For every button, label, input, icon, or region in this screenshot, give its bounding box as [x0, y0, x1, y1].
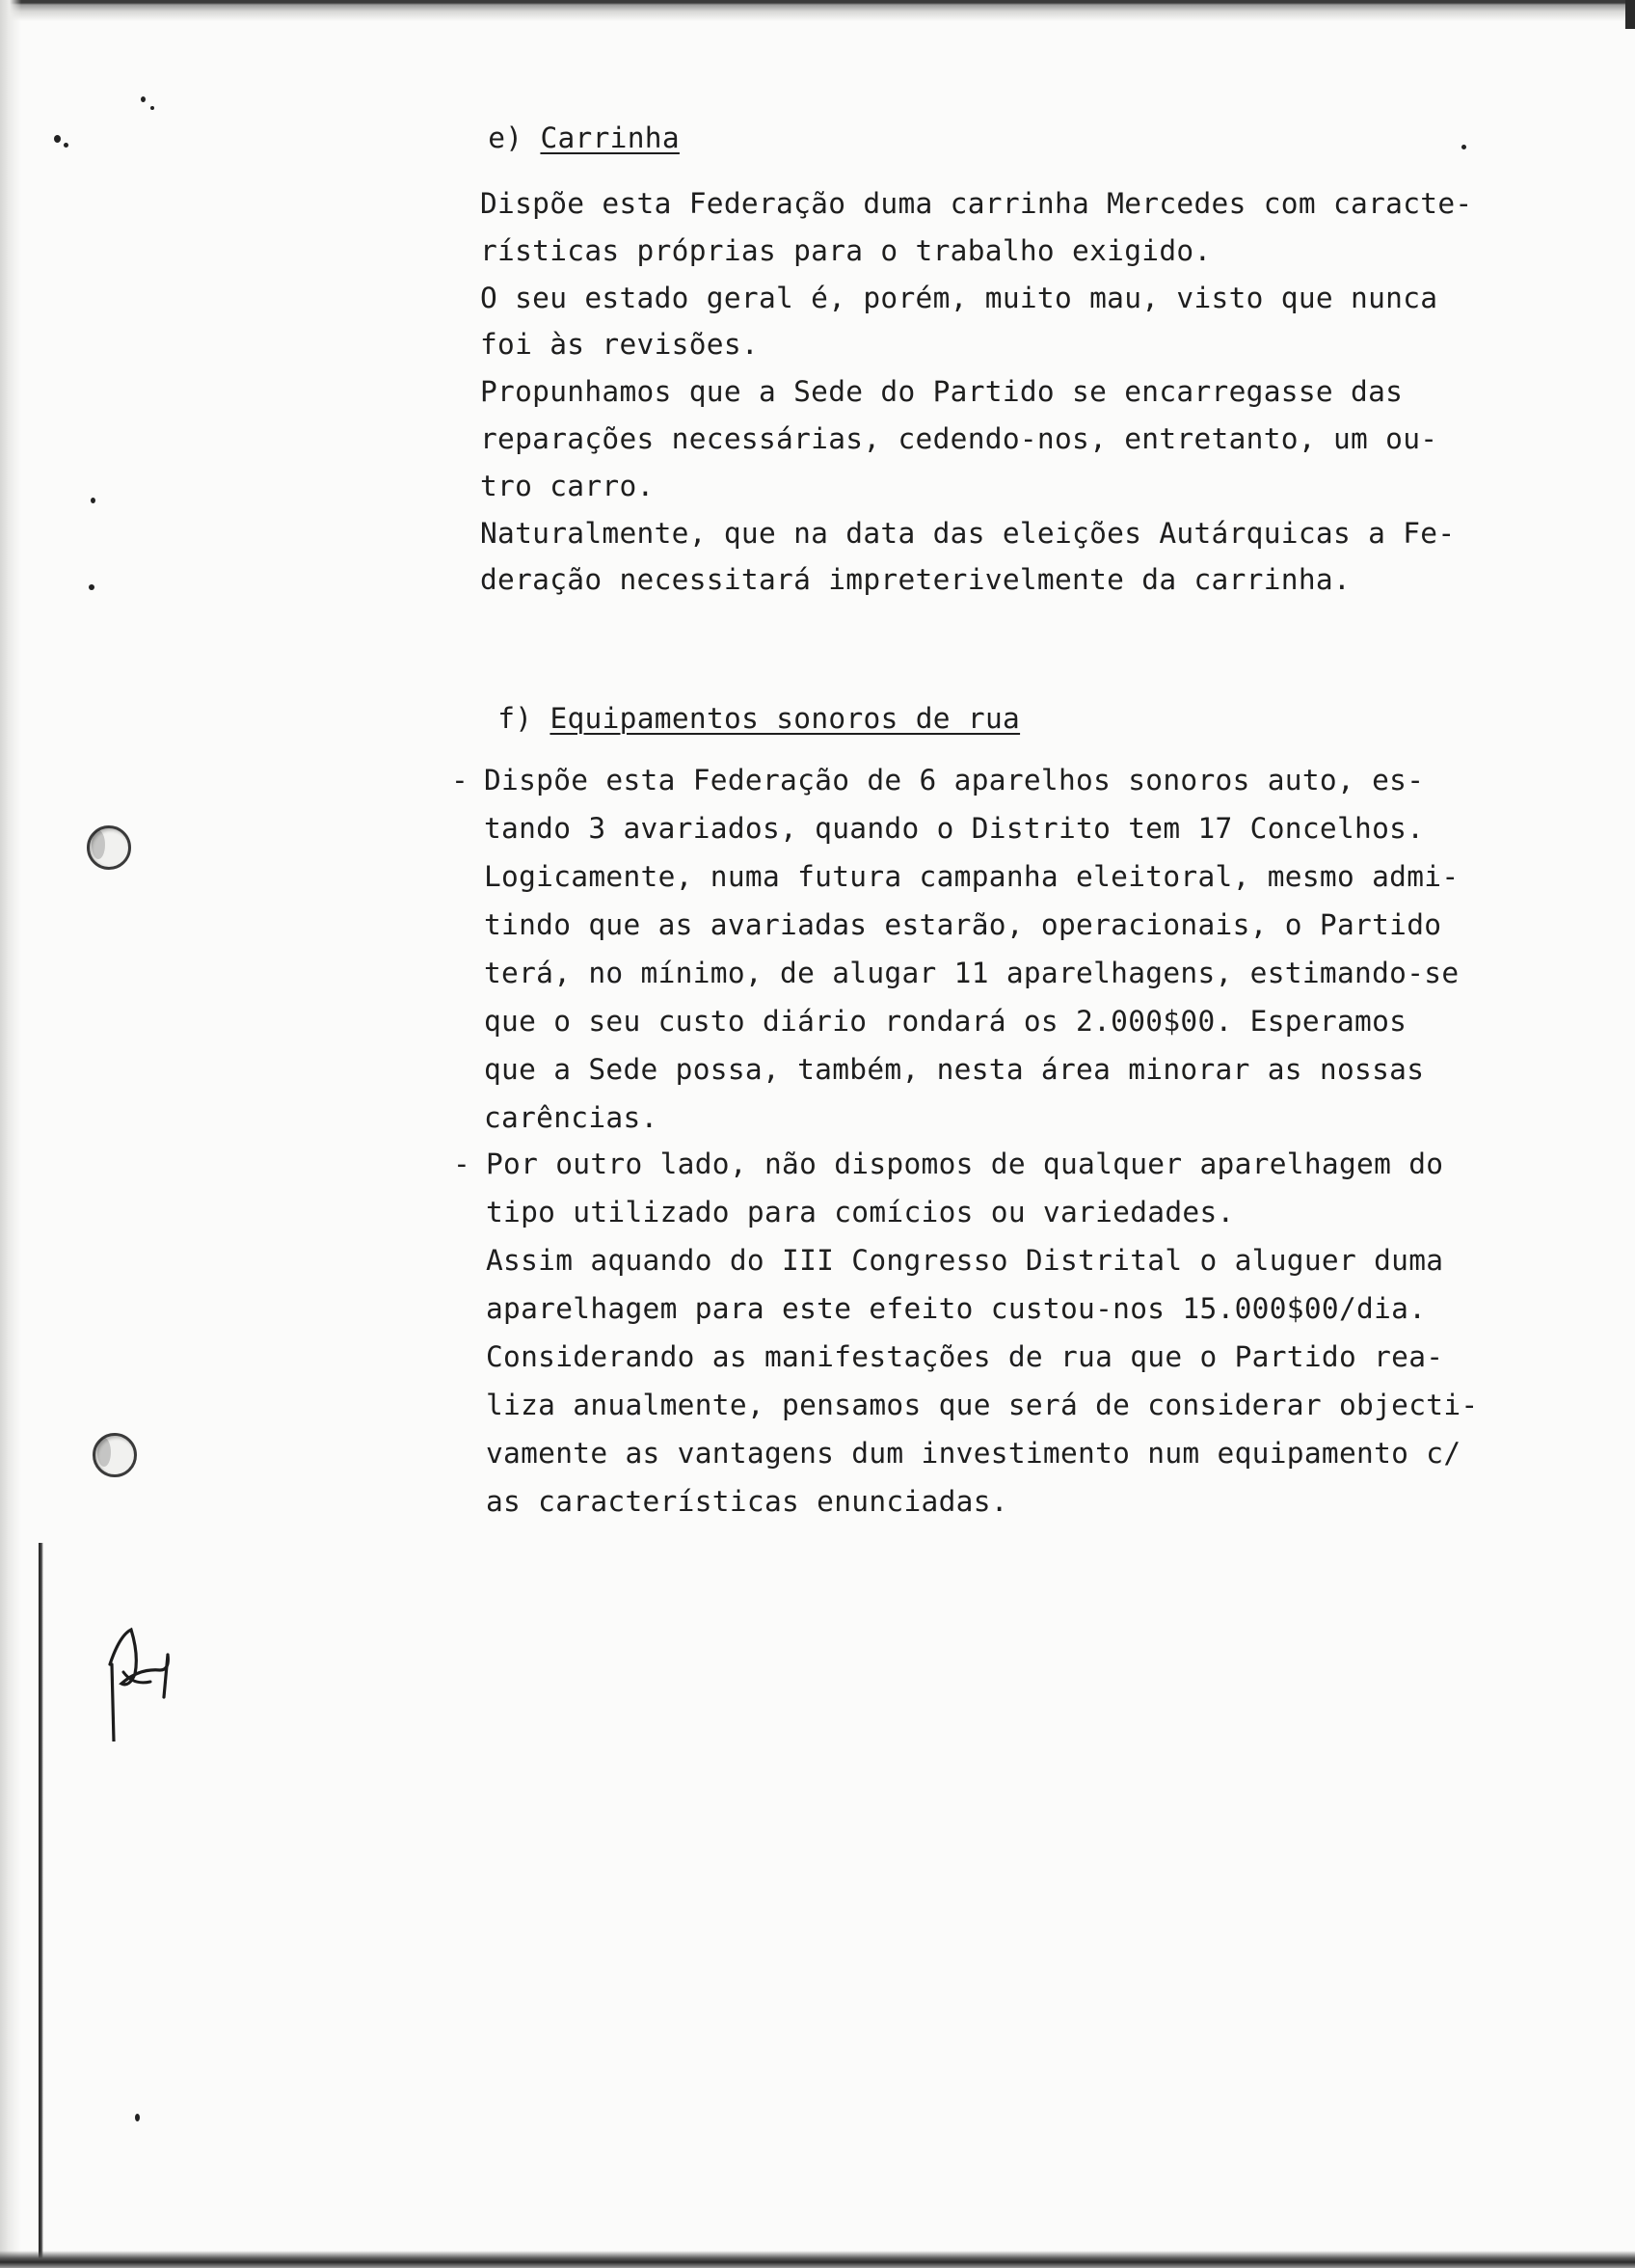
speck — [89, 584, 94, 590]
text-line: Considerando as manifestações de rua que o Partido rea- — [486, 1340, 1444, 1373]
text-line: reparações necessárias, cedendo-nos, entretanto, um ou- — [480, 422, 1438, 455]
speck — [135, 2114, 140, 2121]
text-line: carências. — [484, 1101, 658, 1134]
text-line: tro carro. — [480, 470, 655, 502]
speck — [91, 498, 95, 503]
section-f-item-2 — [486, 1148, 1604, 1518]
speck — [64, 143, 68, 148]
text-line: as características enunciadas. — [486, 1485, 1008, 1518]
text-line: que a Sede possa, também, nesta área minorar as nossas — [484, 1053, 1425, 1086]
text-line: terá, no mínimo, de alugar 11 aparelhagens, estimando-se — [484, 957, 1460, 989]
text-line: deração necessitará impreterivelmente da carrinha. — [480, 563, 1352, 596]
section-e-title: Carrinha — [540, 122, 680, 154]
page-corner-mark — [1625, 0, 1635, 29]
speck — [1461, 145, 1466, 149]
section-f-title: Equipamentos sonoros de rua — [549, 702, 1021, 735]
text-line: aparelhagem para este efeito custou-nos 15.000$00/dia. — [486, 1292, 1427, 1325]
section-f-heading — [428, 669, 1020, 768]
text-line: Naturalmente, que na data das eleições Autárquicas a Fe- — [480, 517, 1456, 550]
page-top-edge — [0, 0, 1635, 21]
section-f-item-1 — [484, 764, 1602, 1134]
text-line: O seu estado geral é, porém, muito mau, visto que nunca — [480, 282, 1438, 314]
page-bottom-edge — [0, 2251, 1635, 2268]
section-e-heading — [418, 89, 680, 187]
text-line: que o seu custo diário rondará os 2.000$00. Esperamos — [484, 1005, 1407, 1038]
text-line: Dispõe esta Federação de 6 aparelhos sonoros auto, es- — [484, 764, 1425, 796]
text-line: tipo utilizado para comícios ou variedades. — [486, 1196, 1235, 1228]
text-line: foi às revisões. — [480, 328, 759, 361]
bullet-dash: - — [451, 764, 469, 796]
bullet-dash: - — [453, 1148, 470, 1180]
speck — [150, 106, 154, 110]
text-line: Logicamente, numa futura campanha eleitoral, mesmo admi- — [484, 860, 1460, 893]
text-line: vamente as vantagens dum investimento num equipamento c/ — [486, 1437, 1461, 1470]
text-line: rísticas próprias para o trabalho exigido. — [480, 234, 1212, 267]
punch-hole — [87, 825, 131, 870]
page-left-shadow — [39, 1543, 43, 2268]
text-line: tando 3 avariados, quando o Distrito tem 17 Concelhos. — [484, 812, 1425, 845]
text-line: Dispõe esta Federação duma carrinha Mercedes com caracte- — [480, 187, 1473, 220]
punch-hole — [93, 1433, 137, 1477]
section-e-label: e) — [488, 122, 523, 154]
text-line: liza anualmente, pensamos que será de considerar objecti- — [486, 1389, 1479, 1421]
text-line: Propunhamos que a Sede do Partido se encarregasse das — [480, 375, 1404, 408]
page-left-edge — [0, 0, 21, 2268]
text-line: Por outro lado, não dispomos de qualquer aparelhagem do — [486, 1148, 1444, 1180]
speck — [54, 135, 61, 143]
speck — [141, 96, 146, 102]
section-e-body — [480, 187, 1598, 596]
text-line: Assim aquando do III Congresso Distrital o aluguer duma — [486, 1244, 1444, 1277]
section-f-label: f) — [497, 702, 533, 735]
handwritten-initials — [100, 1626, 183, 1742]
text-line: tindo que as avariadas estarão, operacionais, o Partido — [484, 908, 1442, 941]
